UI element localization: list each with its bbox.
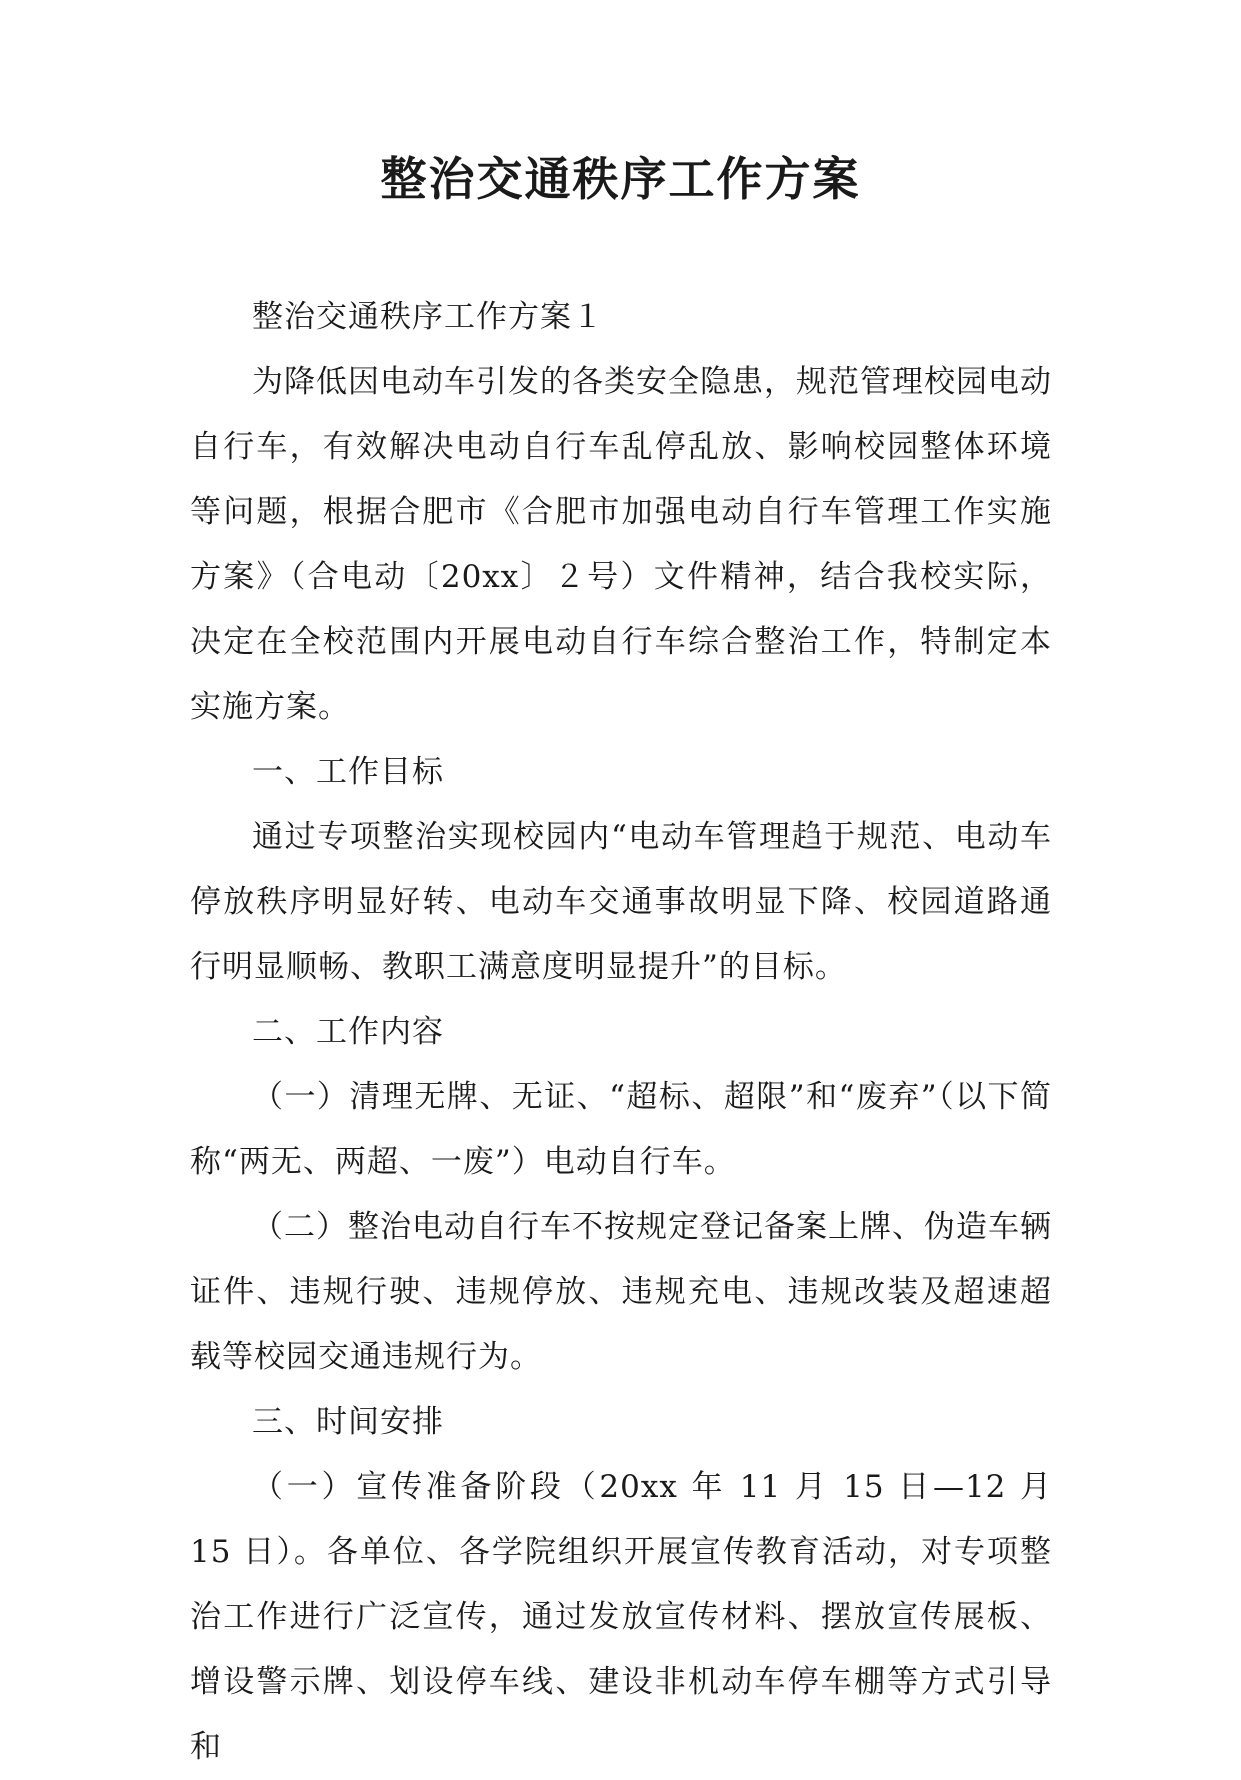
heading-schedule: 三、时间安排 [252, 1404, 444, 1440]
document-title: 整治交通秩序工作方案 [380, 152, 861, 206]
work-content-item-1: （一）清理无牌、无证、“超标、超限”和“废弃”（以下简称“两无、两超、一废”）电动自行车。 [190, 1079, 1052, 1180]
schedule-item-1: （一）宣传准备阶段（20xx 年 11 月 15 日—12 月 15 日）。各单位、各学院组织开展宣传教育活动，对专项整治工作进行广泛宣传，通过发放宣传材料、摆放宣传展板、增设警示牌、划设停车线、建设非机动车停车棚等方式引导和 [190, 1469, 1052, 1765]
intro-paragraph: 为降低因电动车引发的各类安全隐患，规范管理校园电动自行车，有效解决电动自行车乱停乱放、影响校园整体环境等问题，根据合肥市《合肥市加强电动自行车管理工作实施方案》（合电动〔20xx〕２号）文件精神，结合我校实际，决定在全校范围内开展电动自行车综合整治工作，特制定本实施方案。 [190, 364, 1052, 725]
work-goal-paragraph: 通过专项整治实现校园内“电动车管理趋于规范、电动车停放秩序明显好转、电动车交通事故明显下降、校园道路通行明显顺畅、教职工满意度明显提升”的目标。 [190, 819, 1052, 985]
document-body [190, 285, 1052, 1780]
heading-work-content: 二、工作内容 [252, 1014, 444, 1050]
section-subtitle: 整治交通秩序工作方案１ [252, 299, 604, 335]
heading-work-goal: 一、工作目标 [252, 754, 444, 790]
work-content-item-2: （二）整治电动自行车不按规定登记备案上牌、伪造车辆证件、违规行驶、违规停放、违规充电、违规改装及超速超载等校园交通违规行为。 [190, 1209, 1052, 1375]
